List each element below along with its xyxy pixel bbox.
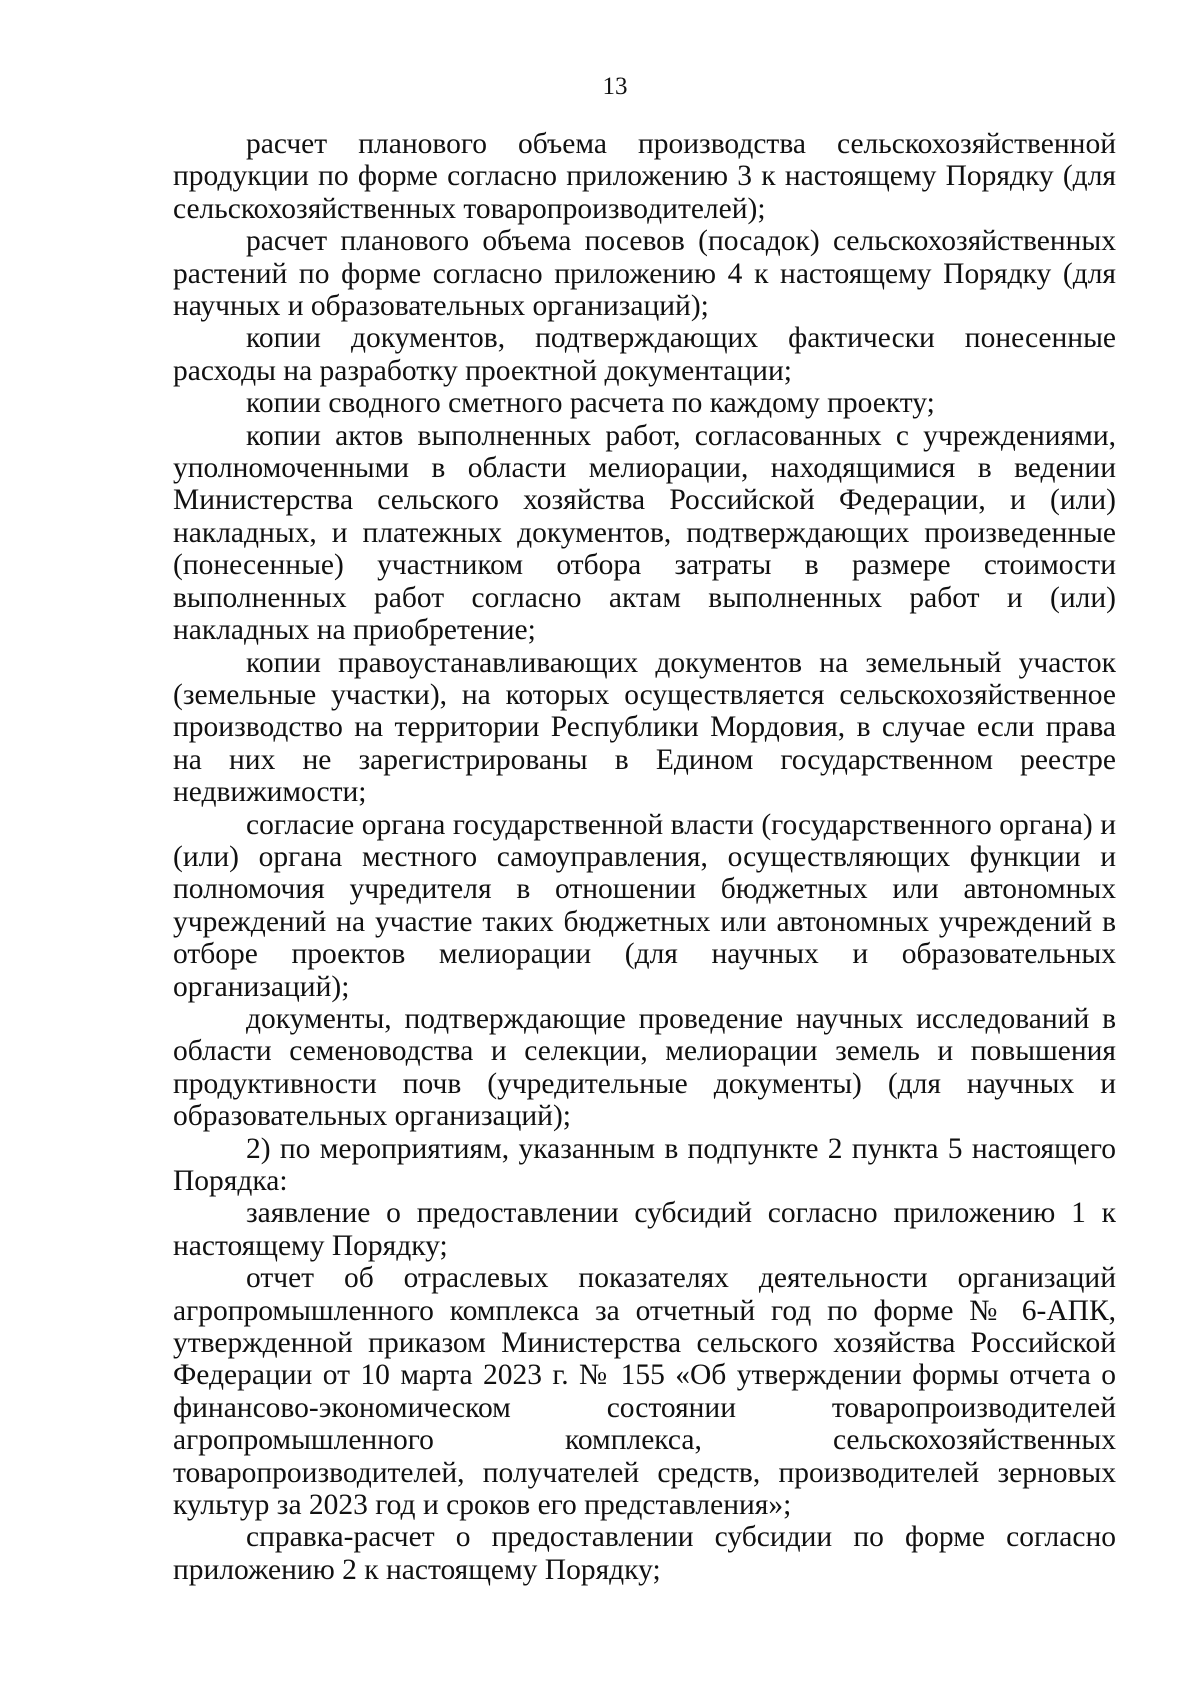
paragraph: копии актов выполненных работ, согласованных с учреждениями, уполномоченными в области мелиорации, находящимися в ведении Министерства сельского хозяйства Российской Федерации, и (или) накладных, и платежных документов, подтверждающих произведенные (понесенные) участником отбора затраты в размере стоимости выполненных работ согласно актам выполненных работ и (или) накладных на приобретение; — [173, 419, 1116, 647]
paragraph: расчет планового объема производства сельскохозяйственной продукции по форме согласно приложению 3 к настоящему Порядку (для сельскохозяйственных товаропроизводителей); — [173, 128, 1116, 225]
document-body — [173, 128, 1116, 1586]
paragraph: копии правоустанавливающих документов на земельный участок (земельные участки), на которых осуществляется сельскохозяйственное производство на территории Республики Мордовия, в случае если права на них не зарегистрированы в Едином государственном реестре недвижимости; — [173, 646, 1116, 809]
paragraph: расчет планового объема посевов (посадок) сельскохозяйственных растений по форме согласно приложению 4 к настоящему Порядку (для научных и образовательных организаций); — [173, 225, 1116, 323]
paragraph: справка-расчет о предоставлении субсидии по форме согласно приложению 2 к настоящему Порядку; — [173, 1521, 1116, 1586]
paragraph: согласие органа государственной власти (государственного органа) и (или) органа местного самоуправления, осуществляющих функции и полномочия учредителя в отношении бюджетных или автономных учреждений на участие таких бюджетных или автономных учреждений в отборе проектов мелиорации (для научных и образовательных организаций); — [173, 808, 1116, 1003]
paragraph: заявление о предоставлении субсидий согласно приложению 1 к настоящему Порядку; — [173, 1197, 1116, 1262]
paragraph: копии сводного сметного расчета по каждому проекту; — [246, 387, 935, 420]
paragraph: копии документов, подтверждающих фактически понесенные расходы на разработку проектной документации; — [173, 322, 1116, 387]
paragraph: 2) по мероприятиям, указанным в подпункте 2 пункта 5 настоящего Порядка: — [173, 1132, 1116, 1197]
paragraph: документы, подтверждающие проведение научных исследований в области семеноводства и селекции, мелиорации земель и повышения продуктивности почв (учредительные документы) (для научных и образовательных организаций); — [173, 1002, 1116, 1133]
page-number: 13 — [602, 73, 628, 100]
paragraph: отчет об отраслевых показателях деятельности организаций агропромышленного комплекса за отчетный год по форме № 6-АПК, утвержденной приказом Министерства сельского хозяйства Российской Федерации от 10 марта 2023 г. № 155 «Об утверждении формы отчета о финансово-экономическом состоянии товаропроизводителей агропромышленного комплекса, сельскохозяйственных товаропроизводителей, получателей средств, производителей зерновых культур за 2023 год и сроков его представления»; — [173, 1262, 1116, 1522]
